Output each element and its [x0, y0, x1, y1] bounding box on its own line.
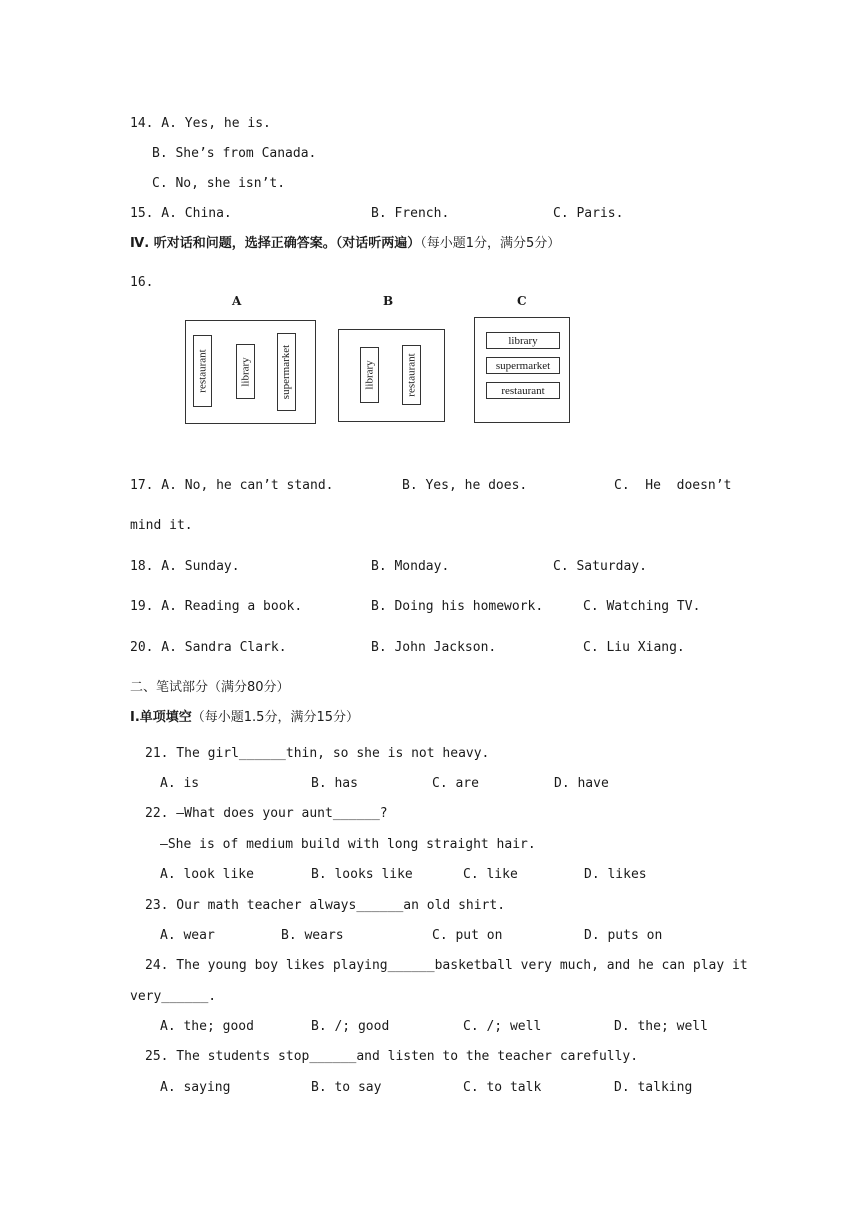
q15-option-a: 15. A. China. — [130, 206, 232, 221]
q25-option-c: C. to talk — [463, 1080, 542, 1095]
q14-option-a: 14. A. Yes, he is. — [130, 116, 271, 131]
q22-option-d: D. likes — [584, 867, 647, 882]
q15-option-b: B. French. — [371, 206, 450, 221]
q25-stem: 25. The students stop______and listen to the teacher carefully. — [145, 1049, 639, 1064]
q22-stem-line2: —She is of medium build with long straight hair. — [160, 837, 536, 852]
figure-c-place-library: library — [486, 332, 560, 349]
q21-stem: 21. The girl______thin, so she is not heavy. — [145, 746, 490, 761]
q17-option-c-continued: mind it. — [130, 518, 193, 533]
q21-option-b: B. has — [311, 776, 358, 791]
q17-option-a: 17. A. No, he can’t stand. — [130, 478, 334, 493]
figure-c-place-supermarket: supermarket — [486, 357, 560, 374]
q25-option-d: D. talking — [614, 1080, 693, 1095]
q25-option-b: B. to say — [311, 1080, 382, 1095]
q21-option-a: A. is — [160, 776, 200, 791]
q22-stem: 22. —What does your aunt______? — [145, 806, 388, 821]
q14-option-b: B. She’s from Canada. — [152, 146, 317, 161]
q20-option-b: B. John Jackson. — [371, 640, 497, 655]
q20-option-c: C. Liu Xiang. — [583, 640, 685, 655]
q23-option-d: D. puts on — [584, 928, 663, 943]
q21-option-d: D. have — [554, 776, 609, 791]
q24-option-d: D. the; well — [614, 1019, 708, 1034]
figure-c-map — [474, 317, 570, 423]
q23-option-a: A. wear — [160, 928, 215, 943]
figure-b-map — [338, 329, 445, 422]
q18-option-a: 18. A. Sunday. — [130, 559, 240, 574]
figure-c-letter: C — [517, 294, 527, 308]
q23-option-c: C. put on — [432, 928, 503, 943]
q23-stem: 23. Our math teacher always______an old shirt. — [145, 898, 506, 913]
q24-stem-continued: very______. — [130, 989, 217, 1004]
q21-option-c: C. are — [432, 776, 479, 791]
section4-heading: Ⅳ. 听对话和问题，选择正确答案。（对话听两遍）（每小题1分，满分5分） — [130, 236, 561, 251]
q23-option-b: B. wears — [281, 928, 344, 943]
figure-b-place-library: library — [360, 347, 379, 403]
figure-a-map — [185, 320, 316, 424]
q19-option-c: C. Watching TV. — [583, 599, 701, 614]
q22-option-b: B. looks like — [311, 867, 413, 882]
q14-option-c: C. No, she isn’t. — [152, 176, 286, 191]
q25-option-a: A. saying — [160, 1080, 231, 1095]
q24-stem: 24. The young boy likes playing______basketball very much, and he can play it — [145, 958, 748, 973]
figure-a-place-library: library — [236, 344, 255, 399]
q15-option-c: C. Paris. — [553, 206, 624, 221]
q20-option-a: 20. A. Sandra Clark. — [130, 640, 287, 655]
section1-heading: Ⅰ.单项填空（每小题1.5分，满分15分） — [130, 710, 359, 725]
q17-option-c: C. He doesn’t — [614, 478, 732, 493]
figure-b-place-restaurant: restaurant — [402, 345, 421, 405]
q16-number: 16. — [130, 275, 154, 290]
q19-option-a: 19. A. Reading a book. — [130, 599, 303, 614]
q22-option-c: C. like — [463, 867, 518, 882]
q19-option-b: B. Doing his homework. — [371, 599, 544, 614]
q18-option-b: B. Monday. — [371, 559, 450, 574]
figure-c-place-restaurant: restaurant — [486, 382, 560, 399]
figure-b-letter: B — [383, 294, 394, 308]
q24-option-b: B. /; good — [311, 1019, 390, 1034]
q24-option-c: C. /; well — [463, 1019, 542, 1034]
part2-title: 二、笔试部分（满分80分） — [130, 680, 290, 695]
figure-a-place-supermarket: supermarket — [277, 333, 296, 411]
figure-a-letter: A — [232, 294, 242, 308]
q22-option-a: A. look like — [160, 867, 254, 882]
q18-option-c: C. Saturday. — [553, 559, 647, 574]
figure-a-place-restaurant: restaurant — [193, 335, 212, 407]
q17-option-b: B. Yes, he does. — [402, 478, 528, 493]
q24-option-a: A. the; good — [160, 1019, 254, 1034]
